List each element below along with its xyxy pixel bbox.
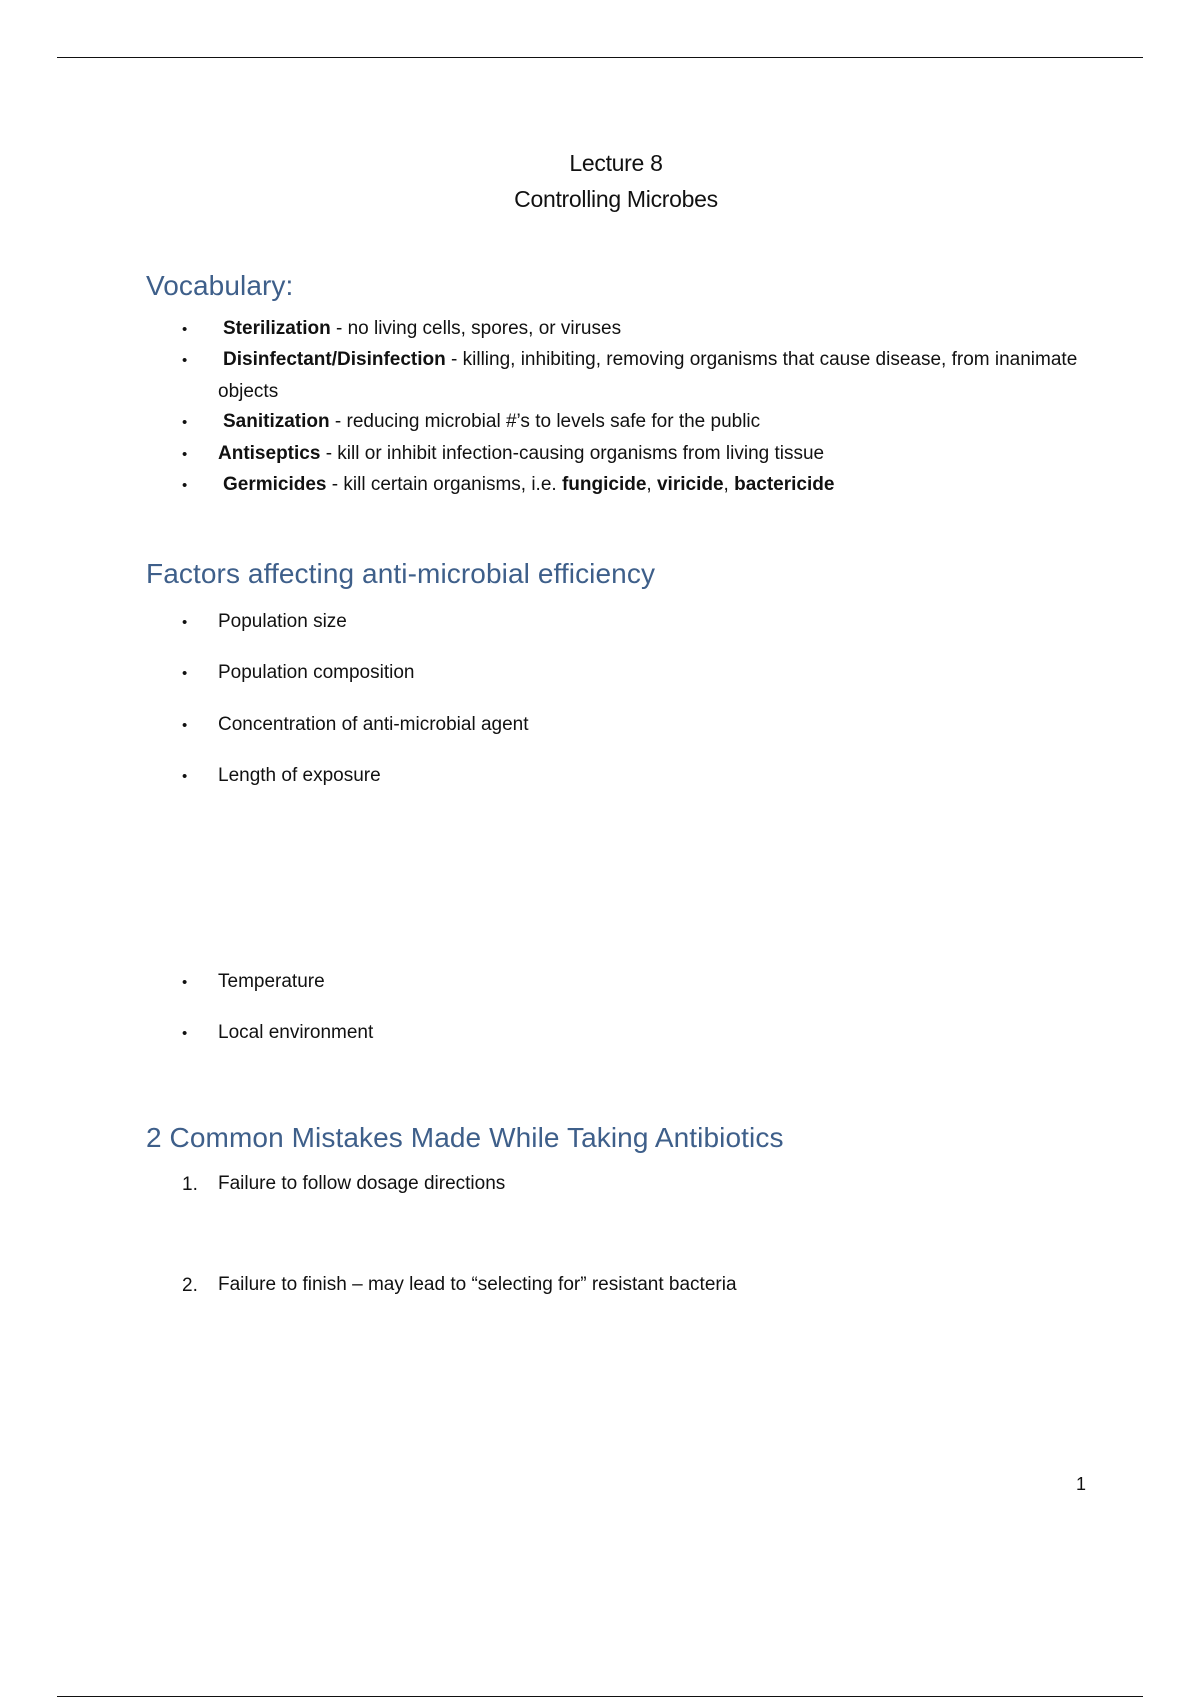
page-number: 1	[1076, 1474, 1087, 1494]
bullet-icon: •	[182, 1025, 188, 1042]
bullet-icon: •	[182, 717, 188, 734]
title-line-2: Controlling Microbes	[514, 186, 718, 212]
item-number: 1.	[182, 1174, 198, 1195]
factor-text: Length of exposure	[218, 765, 381, 786]
mistake-text: Failure to finish – may lead to “selecting for” resistant bacteria	[218, 1274, 737, 1295]
bullet-icon: •	[182, 321, 188, 338]
title-line-1: Lecture 8	[569, 150, 663, 176]
top-rule	[57, 57, 1143, 58]
bullet-icon: •	[182, 614, 188, 631]
vocab-definition: - no living cells, spores, or viruses	[330, 318, 622, 339]
bullet-icon: •	[182, 352, 188, 369]
vocab-term: Disinfectant/Disinfection	[223, 349, 446, 370]
mistakes-heading: 2 Common Mistakes Made While Taking Antibiotics	[146, 1122, 784, 1153]
vocab-example: fungicide	[561, 474, 647, 495]
vocab-example: viricide	[656, 474, 724, 495]
bullet-icon: •	[182, 665, 188, 682]
bottom-rule	[57, 1696, 1143, 1697]
vocab-example: bactericide	[734, 474, 835, 495]
bullet-icon: •	[182, 768, 188, 785]
factor-text: Temperature	[218, 971, 325, 992]
factor-text: Local environment	[218, 1022, 374, 1043]
vocab-term: Sterilization	[223, 318, 331, 339]
vocab-term: Antiseptics	[218, 443, 321, 464]
bullet-icon: •	[182, 974, 188, 991]
document-title	[0, 145, 1200, 217]
bullet-icon: •	[182, 414, 188, 431]
factor-text: Population composition	[218, 662, 415, 683]
vocabulary-heading: Vocabulary:	[146, 270, 294, 301]
vocab-definition: - kill or inhibit infection-causing organisms from living tissue	[320, 443, 825, 464]
factor-text: Concentration of anti-microbial agent	[218, 714, 529, 735]
vocab-definition: - killing, inhibiting, removing organisms that cause disease, from inanimate objects	[218, 349, 1078, 402]
vocab-term: Germicides	[223, 474, 327, 495]
vocab-definition: - kill certain organisms, i.e.	[326, 474, 562, 495]
vocab-term: Sanitization	[223, 411, 330, 432]
item-number: 2.	[182, 1275, 198, 1296]
factors-heading: Factors affecting anti-microbial efficiency	[146, 558, 656, 589]
factor-text: Population size	[218, 611, 347, 632]
mistake-text: Failure to follow dosage directions	[218, 1173, 506, 1194]
bullet-icon: •	[182, 446, 188, 463]
bullet-icon: •	[182, 477, 188, 494]
vocab-definition: - reducing microbial #’s to levels safe for the public	[329, 411, 761, 432]
